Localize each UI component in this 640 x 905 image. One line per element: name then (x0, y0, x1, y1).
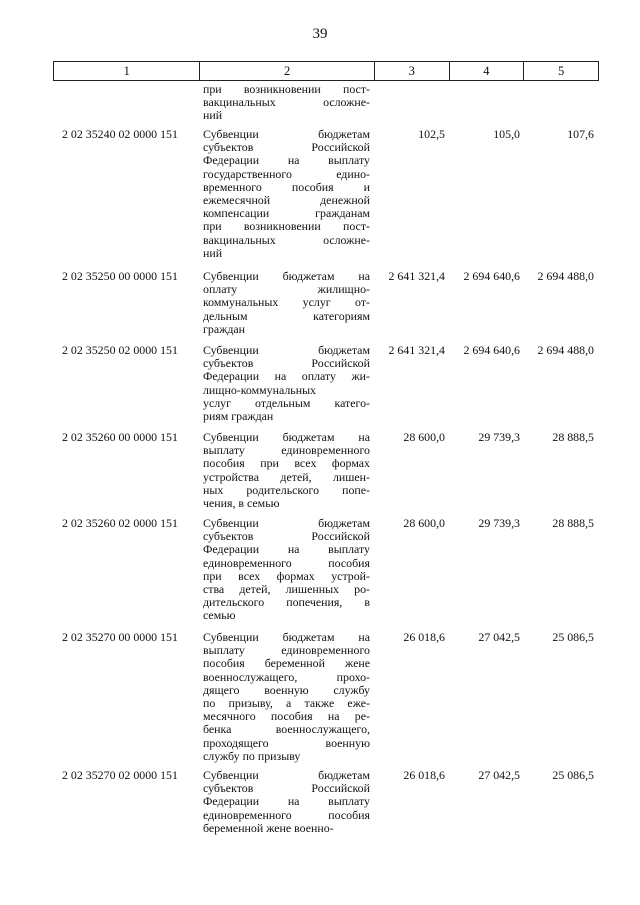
table-header (53, 61, 599, 81)
column-header: 2 (199, 62, 373, 80)
amount-col-5: 28 888,5 (552, 430, 594, 444)
amount-col-5: 2 694 488,0 (537, 343, 594, 357)
description-line: лищно-коммунальных (203, 382, 317, 397)
table-row (53, 83, 599, 123)
table-row (53, 344, 599, 423)
amount-col-4: 105,0 (493, 127, 520, 141)
description-line: Субвенции бюджетам на (203, 269, 370, 283)
item-description (199, 270, 374, 336)
description-line: ний (203, 245, 223, 260)
description-line: выплату единовременного (203, 443, 370, 458)
table-row (53, 431, 599, 510)
description-line: ежемесячной денежной (203, 193, 370, 208)
budget-code: 2 02 35250 02 0000 151 (62, 343, 178, 357)
description-line: вакцинальных осложне- (203, 232, 370, 247)
description-line: услуг отдельным катего- (203, 395, 370, 410)
description-line: субъектов Российской (203, 529, 370, 544)
budget-code: 2 02 35260 02 0000 151 (62, 516, 178, 530)
description-line: оплату жилищно- (203, 282, 370, 297)
description-line: ных родительского попе- (203, 482, 370, 497)
description-line: военнослужащего, прохо- (203, 669, 370, 684)
description-line: пособия при всех формах (203, 456, 370, 471)
description-line: единовременного пособия (203, 807, 370, 822)
column-header: 5 (523, 62, 598, 80)
amount-col-5: 25 086,5 (552, 768, 594, 782)
description-line: Федерации на выплату (203, 542, 370, 557)
budget-code: 2 02 35240 02 0000 151 (62, 127, 178, 141)
description-line: выплату единовременного (203, 643, 370, 658)
amount-col-3: 28 600,0 (403, 516, 445, 530)
description-line: дельным категориям (203, 308, 370, 323)
amount-col-3: 2 641 321,4 (388, 343, 445, 357)
description-line: граждан (203, 321, 246, 336)
description-line: государственного едино- (203, 166, 370, 181)
amount-col-5: 107,6 (567, 127, 594, 141)
description-line: беременной жене военно- (203, 820, 334, 835)
amount-col-4: 29 739,3 (478, 430, 520, 444)
description-line: ства детей, лишенных ро- (203, 582, 370, 597)
amount-col-3: 28 600,0 (403, 430, 445, 444)
description-line: дительского попечения, в (203, 595, 370, 610)
amount-col-3: 26 018,6 (403, 630, 445, 644)
amount-col-4: 29 739,3 (478, 516, 520, 530)
description-line: службу по призыву (203, 748, 301, 763)
amount-col-4: 27 042,5 (478, 768, 520, 782)
description-line: компенсации гражданам (203, 206, 370, 221)
amount-col-3: 26 018,6 (403, 768, 445, 782)
table-row (53, 128, 599, 260)
description-line: бенка военнослужащего, (203, 722, 370, 737)
item-description (199, 431, 374, 510)
description-line: Субвенции бюджетам на (203, 430, 370, 444)
table-row (53, 517, 599, 623)
item-description (199, 631, 374, 763)
description-line: Субвенции бюджетам (203, 343, 370, 357)
amount-col-5 (524, 83, 599, 123)
description-line: субъектов Российской (203, 140, 370, 155)
amount-col-4: 2 694 640,6 (463, 269, 520, 283)
budget-code: 2 02 35270 00 0000 151 (62, 630, 178, 644)
budget-table (53, 61, 599, 835)
column-header: 3 (374, 62, 449, 80)
description-line: Субвенции бюджетам на (203, 630, 370, 644)
page-number: 39 (312, 26, 328, 42)
description-line: временного пособия и (203, 179, 370, 194)
description-line: риям граждан (203, 409, 274, 424)
description-line: Субвенции бюджетам (203, 516, 370, 530)
description-line: семью (203, 608, 236, 623)
description-line: единовременного пособия (203, 555, 370, 570)
description-line: коммунальных услуг от- (203, 295, 370, 310)
item-description (199, 769, 374, 835)
amount-col-3: 102,5 (418, 127, 445, 141)
description-line: вакцинальных осложне- (203, 95, 370, 110)
description-line: устройства детей, лишен- (203, 469, 370, 484)
amount-col-4 (449, 83, 524, 123)
amount-col-5: 2 694 488,0 (537, 269, 594, 283)
description-line: Субвенции бюджетам (203, 127, 370, 141)
amount-col-5: 25 086,5 (552, 630, 594, 644)
amount-col-4: 2 694 640,6 (463, 343, 520, 357)
budget-code: 2 02 35250 00 0000 151 (62, 269, 178, 283)
table-row (53, 631, 599, 763)
table-row (53, 769, 599, 835)
item-description (199, 517, 374, 623)
column-header: 1 (123, 64, 130, 78)
item-description (199, 128, 374, 260)
description-line: субъектов Российской (203, 356, 370, 371)
amount-col-3: 2 641 321,4 (388, 269, 445, 283)
description-line: Федерации на выплату (203, 153, 370, 168)
amount-col-4: 27 042,5 (478, 630, 520, 644)
description-line: дящего военную службу (203, 682, 370, 697)
description-line: при всех формах устрой- (203, 568, 370, 583)
description-line: Федерации на выплату (203, 794, 370, 809)
budget-code: 2 02 35270 02 0000 151 (62, 768, 178, 782)
description-line: ний (203, 108, 223, 123)
description-line: месячного пособия на ре- (203, 709, 370, 724)
table-row (53, 270, 599, 336)
description-line: чения, в семью (203, 496, 280, 511)
amount-col-3 (374, 83, 449, 123)
description-line: Федерации на оплату жи- (203, 369, 370, 384)
amount-col-5: 28 888,5 (552, 516, 594, 530)
description-line: пособия беременной жене (203, 656, 370, 671)
description-line: по призыву, а также еже- (203, 696, 370, 711)
description-line: Субвенции бюджетам (203, 768, 370, 782)
column-header: 4 (449, 62, 524, 80)
budget-code (53, 83, 199, 123)
description-line: проходящего военную (203, 735, 370, 750)
item-description (199, 83, 374, 123)
description-line: при возникновении пост- (203, 219, 370, 234)
description-line: при возникновении пост- (203, 82, 370, 96)
budget-code: 2 02 35260 00 0000 151 (62, 430, 178, 444)
item-description (199, 344, 374, 423)
description-line: субъектов Российской (203, 781, 370, 796)
